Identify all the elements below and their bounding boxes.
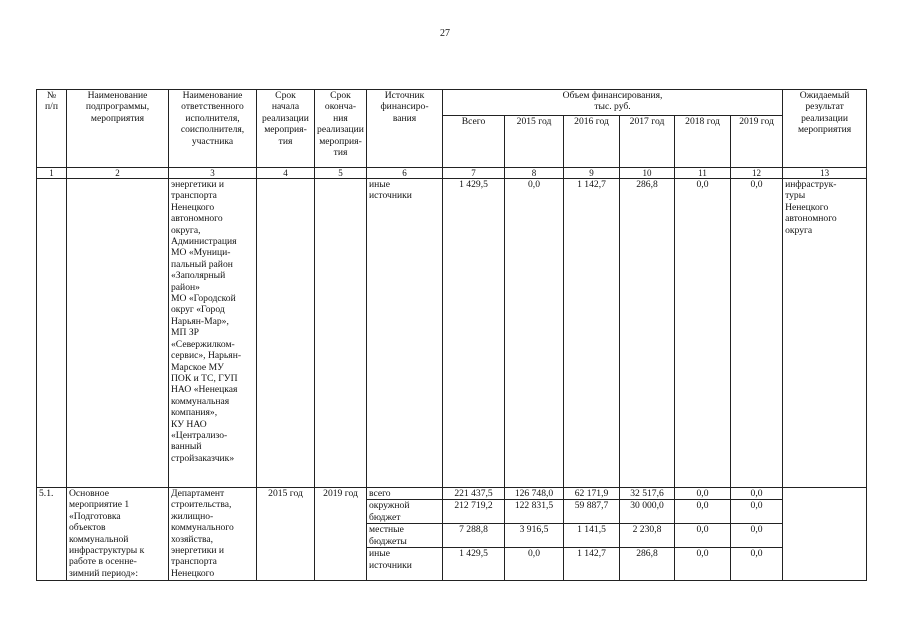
header-2015: 2015 год	[505, 116, 564, 168]
y2016-cell: 59 887,7	[564, 500, 620, 524]
y2016-cell: 62 171,9	[564, 488, 620, 500]
column-numbers-row	[37, 168, 867, 179]
source-cell: окружной бюджет	[367, 500, 443, 524]
y2019-cell: 0,0	[731, 500, 783, 524]
cell-empty	[315, 179, 367, 488]
header-total: Всего	[443, 116, 505, 168]
cell-empty	[257, 179, 315, 488]
header-source: Источник финансиро- вания	[367, 90, 443, 168]
total-cell: 221 437,5	[443, 488, 505, 500]
y2017-cell: 2 230,8	[620, 524, 675, 548]
y2019-cell: 0,0	[731, 548, 783, 581]
measure-row	[37, 488, 867, 500]
measure-name: Основное мероприятие 1 «Подготовка объектов коммунальной инфраструктуры к работе в осенне- зимний период»:	[67, 488, 169, 581]
header-result: Ожидаемый результат реализации мероприятия	[783, 90, 867, 168]
financing-table	[36, 89, 867, 581]
source-cell: местные бюджеты	[367, 524, 443, 548]
source-cell: всего	[367, 488, 443, 500]
y2019-cell: 0,0	[731, 179, 783, 488]
header-subprogram: Наименование подпрограммы, мероприятия	[67, 90, 169, 168]
result-cell: инфраструк- туры Ненецкого автономного округа	[783, 179, 867, 488]
column-number: 6	[367, 168, 443, 179]
y2017-cell: 286,8	[620, 548, 675, 581]
y2018-cell: 0,0	[675, 179, 731, 488]
column-number: 3	[169, 168, 257, 179]
measure-number: 5.1.	[37, 488, 67, 581]
header-2017: 2017 год	[620, 116, 675, 168]
header-number: № п/п	[37, 90, 67, 168]
measure-executor: Департамент строительства, жилищно- коммунального хозяйства, энергетики и транспорта Ненецкого	[169, 488, 257, 581]
column-number: 9	[564, 168, 620, 179]
column-number: 7	[443, 168, 505, 179]
y2017-cell: 32 517,6	[620, 488, 675, 500]
y2016-cell: 1 141,5	[564, 524, 620, 548]
source-cell: иные источники	[367, 179, 443, 488]
total-cell: 7 288,8	[443, 524, 505, 548]
column-number: 11	[675, 168, 731, 179]
y2019-cell: 0,0	[731, 488, 783, 500]
header-end: Срок оконча- ния реализации мероприя- тия	[315, 90, 367, 168]
total-cell: 1 429,5	[443, 548, 505, 581]
y2018-cell: 0,0	[675, 488, 731, 500]
y2015-cell: 3 916,5	[505, 524, 564, 548]
y2016-cell: 1 142,7	[564, 548, 620, 581]
header-funding-group: Объем финансирования, тыс. руб.	[443, 90, 783, 116]
measure-end: 2019 год	[315, 488, 367, 581]
y2018-cell: 0,0	[675, 524, 731, 548]
column-number: 8	[505, 168, 564, 179]
page-number: 27	[440, 28, 450, 39]
y2018-cell: 0,0	[675, 548, 731, 581]
total-cell: 212 719,2	[443, 500, 505, 524]
column-number: 10	[620, 168, 675, 179]
header-2018: 2018 год	[675, 116, 731, 168]
header-start: Срок начала реализации мероприя- тия	[257, 90, 315, 168]
y2015-cell: 0,0	[505, 179, 564, 488]
column-number: 13	[783, 168, 867, 179]
cell-empty	[37, 179, 67, 488]
header-2019: 2019 год	[731, 116, 783, 168]
y2016-cell: 1 142,7	[564, 179, 620, 488]
header-row	[37, 90, 867, 116]
header-2016: 2016 год	[564, 116, 620, 168]
header-executor: Наименование ответственного исполнителя, соисполнителя, участника	[169, 90, 257, 168]
measure-start: 2015 год	[257, 488, 315, 581]
y2017-cell: 286,8	[620, 179, 675, 488]
total-cell: 1 429,5	[443, 179, 505, 488]
continuation-row	[37, 179, 867, 488]
source-cell: иные источники	[367, 548, 443, 581]
column-number: 5	[315, 168, 367, 179]
column-number: 4	[257, 168, 315, 179]
column-number: 12	[731, 168, 783, 179]
y2015-cell: 0,0	[505, 548, 564, 581]
y2019-cell: 0,0	[731, 524, 783, 548]
cell-empty	[67, 179, 169, 488]
column-number: 2	[67, 168, 169, 179]
executor-continuation: энергетики и транспорта Ненецкого автономного округа, Администрация МО «Муници- пальный район «Заполярный район» МО «Городской округ «Город Нарьян-Мар», МП ЗР «Севержилком- сервис», Нарьян- Марское МУ ПОК и ТС, ГУП НАО «Ненецкая коммунальная компания», КУ НАО «Централизо- ванный стройзаказчик»	[169, 179, 257, 488]
y2017-cell: 30 000,0	[620, 500, 675, 524]
result-cell	[783, 488, 867, 581]
column-number: 1	[37, 168, 67, 179]
y2015-cell: 126 748,0	[505, 488, 564, 500]
y2018-cell: 0,0	[675, 500, 731, 524]
y2015-cell: 122 831,5	[505, 500, 564, 524]
